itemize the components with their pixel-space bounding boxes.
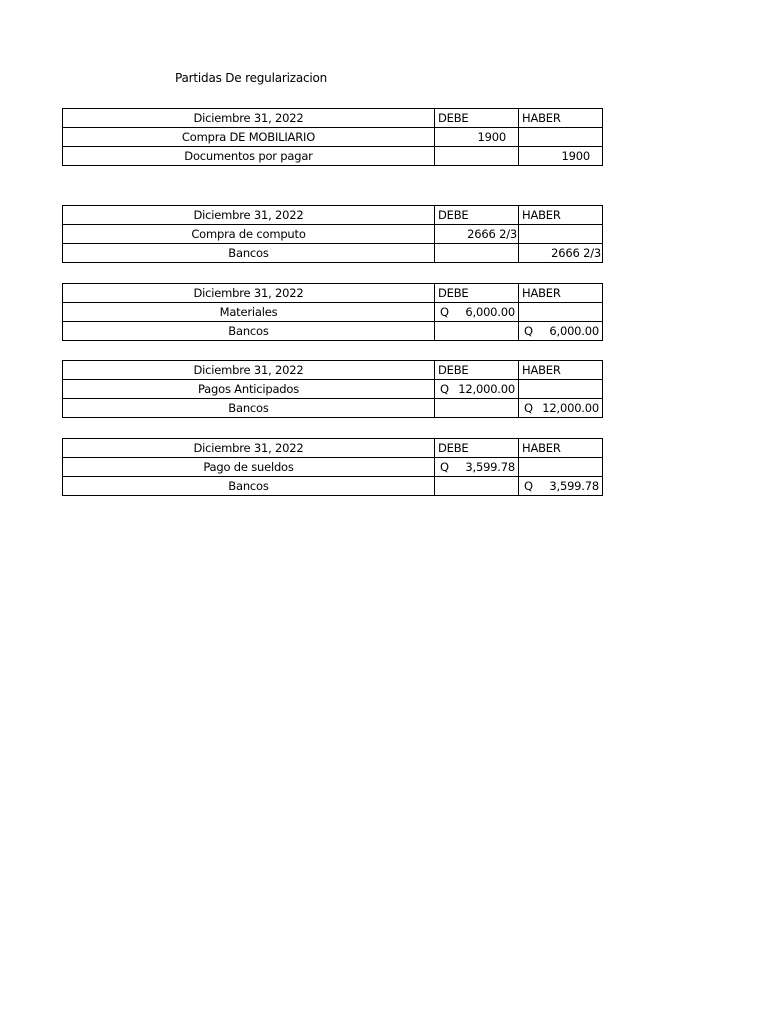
- journal-entry-2: [62, 205, 603, 263]
- credit-amount-cell[interactable]: [519, 477, 603, 496]
- debe-header[interactable]: DEBE: [435, 206, 519, 225]
- credit-debe-empty[interactable]: [435, 477, 519, 496]
- credit-account[interactable]: Bancos: [63, 322, 435, 341]
- debit-row: [63, 225, 603, 244]
- entry-date[interactable]: Diciembre 31, 2022: [63, 284, 435, 303]
- entry-header-row: [63, 284, 603, 303]
- credit-account[interactable]: Documentos por pagar: [63, 147, 435, 166]
- currency-symbol: Q: [524, 479, 533, 493]
- entry-header-row: [63, 206, 603, 225]
- debit-haber-empty[interactable]: [519, 225, 603, 244]
- debe-header[interactable]: DEBE: [435, 284, 519, 303]
- credit-row: [63, 244, 603, 263]
- entry-header-row: [63, 109, 603, 128]
- entry-date[interactable]: Diciembre 31, 2022: [63, 361, 435, 380]
- debit-row: [63, 380, 603, 399]
- debit-amount[interactable]: 1900: [435, 128, 519, 147]
- credit-row: [63, 399, 603, 418]
- credit-amount: 3,599.78: [549, 479, 599, 493]
- currency-symbol: Q: [524, 401, 533, 415]
- entry-date[interactable]: Diciembre 31, 2022: [63, 439, 435, 458]
- debit-row: [63, 303, 603, 322]
- credit-row: [63, 147, 603, 166]
- debit-amount: 3,599.78: [465, 460, 515, 474]
- credit-debe-empty[interactable]: [435, 147, 519, 166]
- journal-entry-4: [62, 360, 603, 418]
- entry-date[interactable]: Diciembre 31, 2022: [63, 109, 435, 128]
- debit-amount-cell[interactable]: [435, 303, 519, 322]
- debit-account[interactable]: Pagos Anticipados: [63, 380, 435, 399]
- debit-haber-empty[interactable]: [519, 380, 603, 399]
- entry-date[interactable]: Diciembre 31, 2022: [63, 206, 435, 225]
- debit-amount[interactable]: 2666 2/3: [435, 225, 519, 244]
- debit-account[interactable]: Pago de sueldos: [63, 458, 435, 477]
- credit-amount-cell[interactable]: [519, 399, 603, 418]
- currency-symbol: Q: [440, 305, 449, 319]
- debe-header[interactable]: DEBE: [435, 109, 519, 128]
- entry-header-row: [63, 361, 603, 380]
- journal-entry-1: [62, 108, 603, 166]
- debit-account[interactable]: Compra DE MOBILIARIO: [63, 128, 435, 147]
- debit-account[interactable]: Compra de computo: [63, 225, 435, 244]
- journal-entry-3: [62, 283, 603, 341]
- credit-account[interactable]: Bancos: [63, 244, 435, 263]
- debit-row: [63, 458, 603, 477]
- entry-header-row: [63, 439, 603, 458]
- credit-account[interactable]: Bancos: [63, 399, 435, 418]
- credit-amount-cell[interactable]: [519, 322, 603, 341]
- debit-account[interactable]: Materiales: [63, 303, 435, 322]
- haber-header[interactable]: HABER: [519, 361, 603, 380]
- credit-amount[interactable]: 2666 2/3: [519, 244, 603, 263]
- haber-header[interactable]: HABER: [519, 439, 603, 458]
- credit-amount: 12,000.00: [542, 401, 599, 415]
- credit-debe-empty[interactable]: [435, 322, 519, 341]
- debit-amount: 12,000.00: [458, 382, 515, 396]
- debit-amount-cell[interactable]: [435, 380, 519, 399]
- credit-debe-empty[interactable]: [435, 399, 519, 418]
- journal-entry-5: [62, 438, 603, 496]
- credit-debe-empty[interactable]: [435, 244, 519, 263]
- haber-header[interactable]: HABER: [519, 284, 603, 303]
- debe-header[interactable]: DEBE: [435, 439, 519, 458]
- credit-account[interactable]: Bancos: [63, 477, 435, 496]
- currency-symbol: Q: [524, 324, 533, 338]
- debe-header[interactable]: DEBE: [435, 361, 519, 380]
- debit-haber-empty[interactable]: [519, 128, 603, 147]
- haber-header[interactable]: HABER: [519, 206, 603, 225]
- credit-row: [63, 322, 603, 341]
- debit-amount-cell[interactable]: [435, 458, 519, 477]
- currency-symbol: Q: [440, 382, 449, 396]
- haber-header[interactable]: HABER: [519, 109, 603, 128]
- debit-haber-empty[interactable]: [519, 458, 603, 477]
- credit-amount: 6,000.00: [549, 324, 599, 338]
- page-title: Partidas De regularizacion: [175, 71, 328, 85]
- currency-symbol: Q: [440, 460, 449, 474]
- credit-amount[interactable]: 1900: [519, 147, 603, 166]
- debit-amount: 6,000.00: [465, 305, 515, 319]
- debit-row: [63, 128, 603, 147]
- credit-row: [63, 477, 603, 496]
- debit-haber-empty[interactable]: [519, 303, 603, 322]
